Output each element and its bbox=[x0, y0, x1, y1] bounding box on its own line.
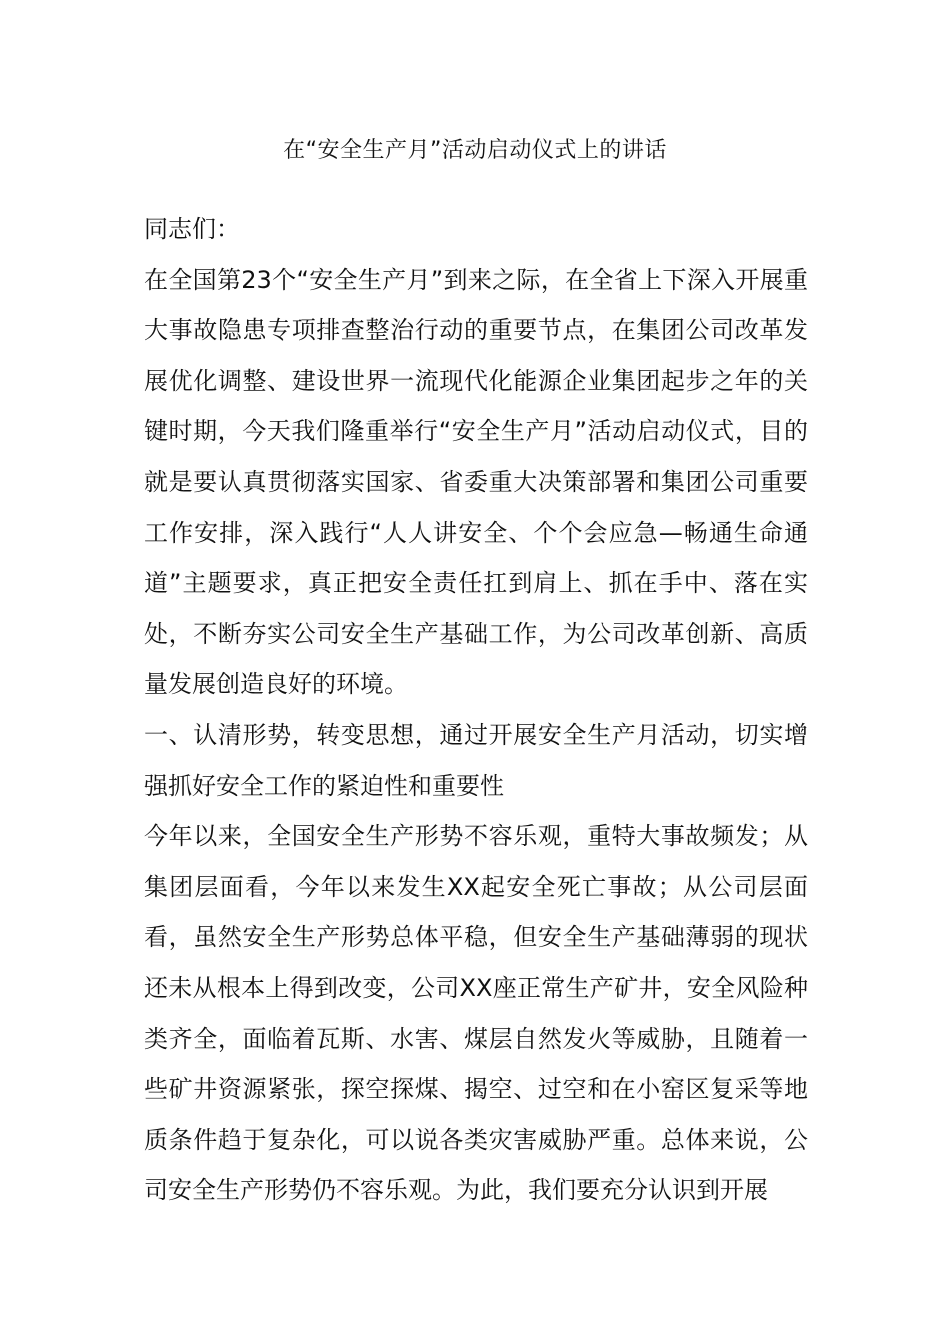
salutation: 同志们： bbox=[144, 215, 240, 243]
section-heading-1: 一、认清形势，转变思想，通过开展安全生产月活动，切实增强抓好安全工作的紧迫性和重要性 bbox=[144, 720, 808, 800]
document-body bbox=[144, 204, 808, 1216]
paragraph-situation: 今年以来，全国安全生产形势不容乐观，重特大事故频发；从集团层面看，今年以来发生XX起安全死亡事故；从公司层面看，虽然安全生产形势总体平稳，但安全生产基础薄弱的现状还未从根本上得到改变，公司XX座正常生产矿井，安全风险种类齐全，面临着瓦斯、水害、煤层自然发火等威胁，且随着一些矿井资源紧张，探空探煤、揭空、过空和在小窑区复采等地质条件趋于复杂化，可以说各类灾害威胁严重。总体来说，公司安全生产形势仍不容乐观。为此，我们要充分认识到开展 bbox=[144, 822, 808, 1205]
document-title: 在“安全生产月”活动启动仪式上的讲话 bbox=[283, 138, 667, 163]
paragraph-opening: 在全国第23个“安全生产月”到来之际，在全省上下深入开展重大事故隐患专项排查整治行动的重要节点，在集团公司改革发展优化调整、建设世界一流现代化能源企业集团起步之年的关键时期，今天我们隆重举行“安全生产月”活动启动仪式，目的就是要认真贯彻落实国家、省委重大决策部署和集团公司重要工作安排，深入践行“人人讲安全、个个会应急—畅通生命通道”主题要求，真正把安全责任扛到肩上、抓在手中、落在实处，不断夯实公司安全生产基础工作，为公司改革创新、高质量发展创造良好的环境。 bbox=[144, 265, 808, 699]
